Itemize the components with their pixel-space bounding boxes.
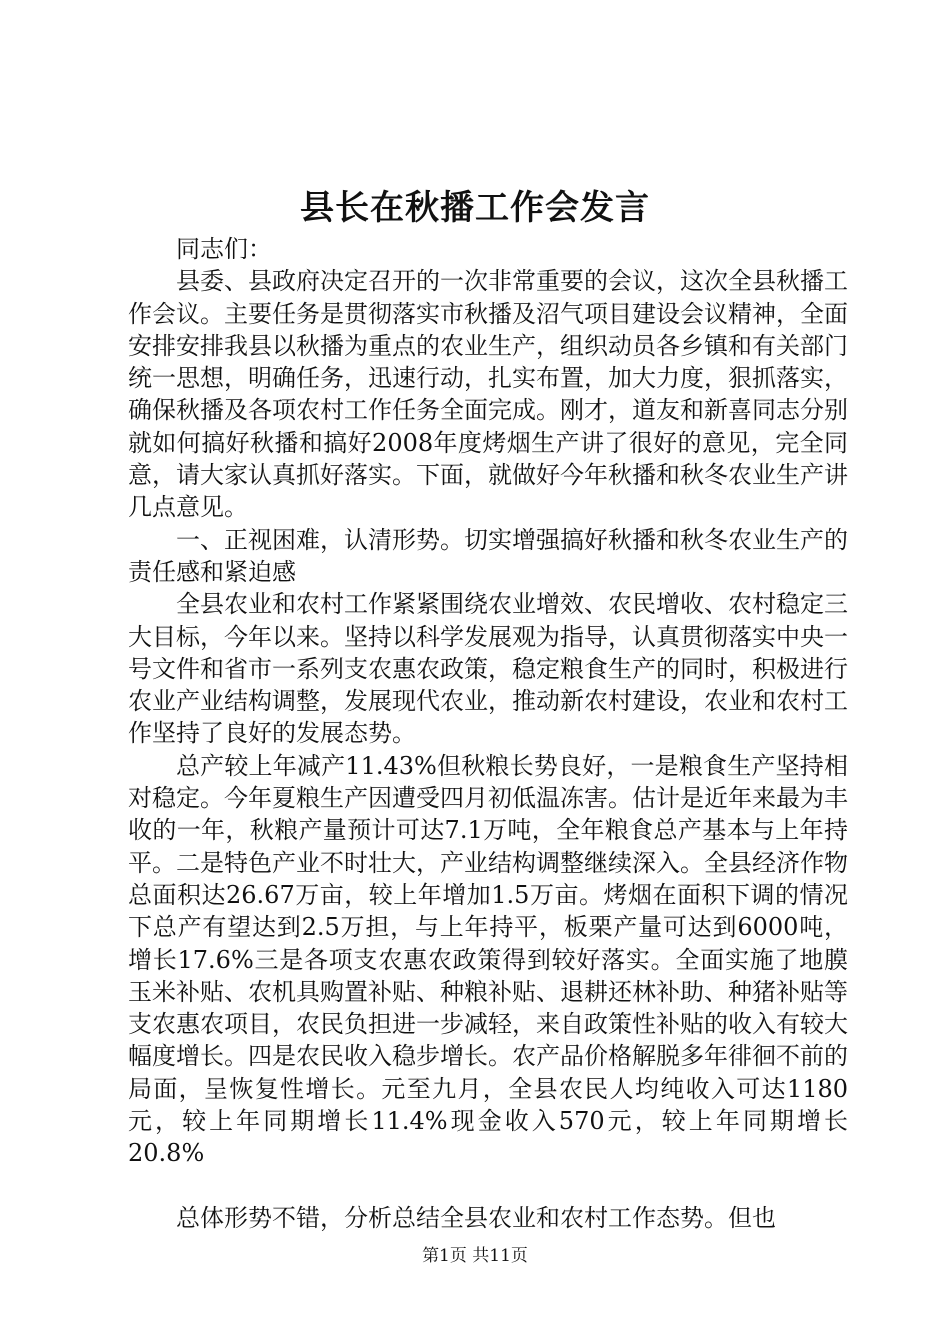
summary-paragraph: 总体形势不错，分析总结全县农业和农村工作态势。但也 xyxy=(176,1203,776,1232)
statistics-paragraph: 总产较上年减产11.43%但秋粮长势良好，一是粮食生产坚持相对稳定。今年夏粮生产因遭受四月初低温冻害。估计是近年来最为丰收的一年，秋粮产量预计可达7.1万吨，全年粮食总产基本与上年持平。二是特色产业不时壮大，产业结构调整继续深入。全县经济作物总面积达26.67万亩，较上年增加1.5万亩。烤烟在面积下调的情况下总产有望达到2.5万担，与上年持平，板栗产量可达到6000吨，增长17.6%三是各项支农惠农政策得到较好落实。全面实施了地膜玉米补贴、农机具购置补贴、种粮补贴、退耕还林补助、种猪补贴等支农惠农项目，农民负担进一步减轻，来自政策性补贴的收入有较大幅度增长。四是农民收入稳步增长。农产品价格解脱多年徘徊不前的局面，呈恢复性增长。元至九月，全县农民人均纯收入可达1180元，较上年同期增长11.4%现金收入570元，较上年同期增长20.8% xyxy=(128,751,848,1168)
salutation-paragraph: 同志们： xyxy=(176,235,272,263)
section-heading-1: 一、正视困难，认清形势。切实增强搞好秋播和秋冬农业生产的责任感和紧迫感 xyxy=(128,525,848,586)
page-number-footer: 第1页 共11页 xyxy=(422,1246,528,1266)
document-body xyxy=(128,233,848,1234)
overview-paragraph: 全县农业和农村工作紧紧围绕农业增效、农民增收、农村稳定三大目标，今年以来。坚持以科学发展观为指导，认真贯彻落实中央一号文件和省市一系列支农惠农政策，稳定粮食生产的同时，积极进行农业产业结构调整，发展现代农业，推动新农村建设，农业和农村工作坚持了良好的发展态势。 xyxy=(128,590,848,748)
document-title: 县长在秋播工作会发言 xyxy=(300,188,650,228)
intro-paragraph: 县委、县政府决定召开的一次非常重要的会议，这次全县秋播工作会议。主要任务是贯彻落实市秋播及沼气项目建设会议精神，全面安排安排我县以秋播为重点的农业生产，组织动员各乡镇和有关部门统一思想，明确任务，迅速行动，扎实布置，加大力度，狠抓落实，确保秋播及各项农村工作任务全面完成。刚才，道友和新喜同志分别就如何搞好秋播和搞好2008年度烤烟生产讲了很好的意见，完全同意，请大家认真抓好落实。下面，就做好今年秋播和秋冬农业生产讲几点意见。 xyxy=(128,267,848,522)
